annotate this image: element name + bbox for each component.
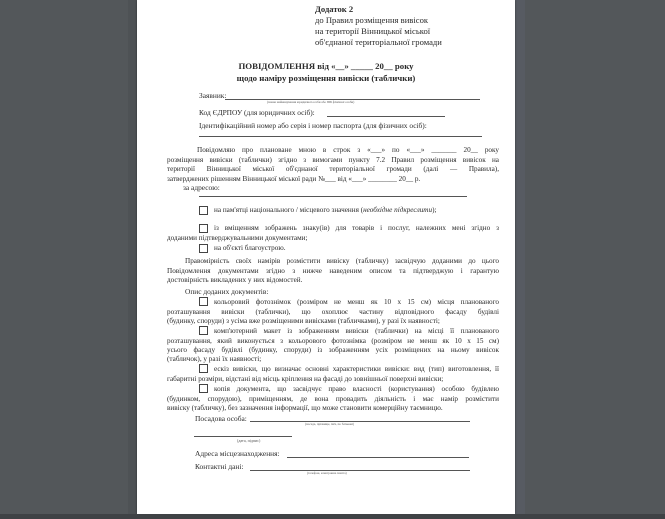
legality-line: Повідомлення документами згідно з нижче наведеним описом та підтверджую і гарантую xyxy=(167,266,499,275)
legality-paragraph xyxy=(167,257,499,286)
viewer-gutter-right xyxy=(515,0,525,514)
legality-line: Правомірність своїх намірів розмістити вивіску (табличку) засвідчую доданими до цього xyxy=(185,257,499,265)
document-title: ПОВІДОМЛЕННЯ від «__» _____ 20__ року xyxy=(238,61,414,71)
viewer-bottom-bar xyxy=(0,514,665,519)
document-page xyxy=(137,0,515,514)
option-trademark: із вміщенням зображень знаку(ів) для товарів і послуг, належних мені згідно з xyxy=(214,224,499,232)
official-label: Посадова особа: xyxy=(195,414,247,423)
annex-header xyxy=(315,4,442,48)
notice-line: затверджених рішенням Вінницької міської ради №___ від «___» ________ 20__ р. xyxy=(167,174,421,183)
notice-paragraph xyxy=(167,146,499,184)
edrpou-field[interactable] xyxy=(327,116,445,117)
doc-mockup-line: усього фасаду будівлі (будинку, споруди) із зображенням усіх розміщених на ньому вивісок xyxy=(167,346,499,354)
documents-label: Опис доданих документів: xyxy=(185,287,269,296)
doc-mockup-line: розташування, який виконується з кольорового фотознімка (розміром не менш як 10 х 15 см) xyxy=(167,337,499,345)
location-address-label: Адреса місцезнаходження: xyxy=(195,449,280,458)
id-number-field[interactable] xyxy=(199,136,482,137)
address-label: за адресою: xyxy=(183,183,220,192)
viewer-gutter-left xyxy=(128,0,137,514)
doc-photo-line: (будинку, споруди) з усіма вже розміщеними вивісками (табличками), у разі їх наявності; xyxy=(167,317,440,325)
doc-sketch-first: ескіз вивіски, що визначає основні характеристики вивіски: вид (тип) виготовлення, її xyxy=(214,365,499,373)
annex-title: Додаток 2 xyxy=(315,4,354,14)
option-monument xyxy=(214,206,436,216)
option-trademark-cont: доданими підтверджувальними документами; xyxy=(167,234,308,242)
option-emphasis: необхідне підкреслити xyxy=(363,206,433,214)
applicant-label: Заявник: xyxy=(199,91,227,100)
option-improvement-object: на об'єкті благоустрою. xyxy=(214,244,286,252)
doc-photo-first: кольоровий фотознімок (розміром не менш як 10 х 15 см) місця планованого xyxy=(214,298,499,306)
document-subtitle: щодо наміру розміщення вивіски (таблички) xyxy=(236,73,416,83)
contacts-field[interactable] xyxy=(250,470,470,471)
annex-line: на території Вінницької міської xyxy=(315,26,431,36)
legality-line: достовірність викладених у них відомостей. xyxy=(167,276,303,285)
checkbox-mockup[interactable] xyxy=(199,326,208,335)
doc-mockup-line: (табличок), у разі їх наявності; xyxy=(167,355,262,363)
contacts-label: Контактні дані: xyxy=(195,462,244,471)
notice-line: Повідомляю про плановане мною в строк з «___» по «___» _______ 20__ року xyxy=(197,146,499,154)
option-text: на пам'ятці національного / місцевого значення ( xyxy=(214,206,364,214)
option-tail: ); xyxy=(432,206,437,214)
doc-sketch-line: габаритні розміри, відстані від місць кріплення на фасаді до зовнішньої поверхні вивіски; xyxy=(167,375,444,383)
doc-photo-line: розташування вивіски (таблички), що охоплює частину відповідного фасаду будівлі xyxy=(167,308,499,316)
notice-line: території Вінницької міської об'єднаної територіальної громади (далі — Правила), xyxy=(167,165,499,174)
address-field[interactable] xyxy=(199,196,467,197)
doc-ownership-line: вивіску (табличку), без зазначення інформації, що може становити комерційну таємницю. xyxy=(167,404,443,412)
notice-line: розміщення вивіски (таблички) згідно з вимогами пункту 7.2 Правил розміщення вивісок на xyxy=(167,155,499,164)
checkbox-improvement-object[interactable] xyxy=(199,244,208,253)
checkbox-sketch[interactable] xyxy=(199,364,208,373)
official-caption: (посада, прізвище, ім'я, по батькові) xyxy=(305,422,354,426)
checkbox-monument[interactable] xyxy=(199,206,208,215)
doc-ownership-first: копія документа, що засвідчує право власності (користування) особою будівлею xyxy=(214,385,499,393)
checkbox-ownership-copy[interactable] xyxy=(199,384,208,393)
id-number-label: Ідентифікаційний номер або серія і номер паспорта (для фізичних осіб): xyxy=(199,121,427,130)
annex-line: до Правил розміщення вивісок xyxy=(315,15,429,25)
edrpou-label: Код ЄДРПОУ (для юридичних осіб): xyxy=(199,108,315,117)
doc-mockup-first: комп'ютерний макет із зображенням вивіски (таблички) на місці її планованого xyxy=(214,327,499,335)
annex-line: об'єднаної територіальної громади xyxy=(315,37,442,47)
contacts-caption: (телефон, електронна пошта) xyxy=(307,471,347,475)
checkbox-trademark[interactable] xyxy=(199,224,208,233)
official-field[interactable] xyxy=(250,421,470,422)
date-signature-field[interactable] xyxy=(194,436,292,437)
date-signature-caption: (дата, підпис) xyxy=(237,438,261,443)
checkbox-photo[interactable] xyxy=(199,297,208,306)
applicant-caption: (повне найменування юридичної особи або ПІБ фізичної особи) xyxy=(267,100,355,104)
location-address-field[interactable] xyxy=(287,457,469,458)
doc-ownership-line: (будинком, спорудою), приміщенням, де вона провадить діяльність і має намір розмістити xyxy=(167,395,499,403)
